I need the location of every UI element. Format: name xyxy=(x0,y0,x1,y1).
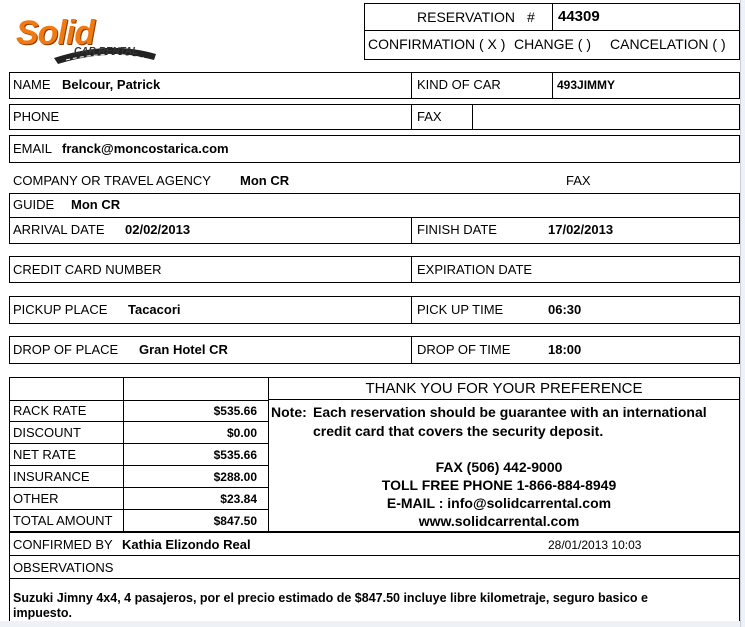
company-value: Mon CR xyxy=(240,173,290,188)
observations-line-2: impuesto. xyxy=(13,606,73,620)
pickup-value: Tacacori xyxy=(128,302,181,317)
company-fax-label: FAX xyxy=(566,173,591,188)
expiration-label: EXPIRATION DATE xyxy=(417,262,533,277)
rate-label-total: TOTAL AMOUNT xyxy=(13,513,113,528)
fax-row-divider xyxy=(472,104,473,130)
observations-divider xyxy=(9,578,740,579)
company-toll-free: TOLL FREE PHONE 1-866-884-8949 xyxy=(381,477,617,493)
rate-value-insurance: $288.00 xyxy=(213,470,257,484)
arrival-value: 02/02/2013 xyxy=(125,222,191,237)
drop-divider xyxy=(411,336,412,364)
phone-row xyxy=(9,104,740,130)
email-value: franck@moncostarica.com xyxy=(62,141,229,156)
rate-label-other: OTHER xyxy=(13,491,59,506)
window-edge xyxy=(740,0,745,627)
rate-value-other: $23.84 xyxy=(220,492,257,506)
rate-value-discount: $0.00 xyxy=(226,426,257,440)
thanks-line xyxy=(268,399,740,400)
company-label: COMPANY OR TRAVEL AGENCY xyxy=(13,173,211,188)
kind-row-divider xyxy=(552,72,553,99)
email-label: EMAIL xyxy=(13,141,53,156)
arrival-divider xyxy=(411,217,412,244)
rate-value-rack: $535.66 xyxy=(213,404,257,418)
reservation-hash: # xyxy=(527,9,535,25)
company-fax: FAX (506) 442-9000 xyxy=(435,459,563,475)
name-value: Belcour, Patrick xyxy=(62,77,161,92)
guide-divider xyxy=(9,217,740,218)
rate-line-1 xyxy=(9,421,268,422)
rate-line-4 xyxy=(9,487,268,488)
rate-value-total: $847.50 xyxy=(213,514,257,528)
company-email: E-MAIL : info@solidcarrental.com xyxy=(386,495,612,511)
pickup-time-value: 06:30 xyxy=(548,302,582,317)
note-label: Note: xyxy=(271,404,307,420)
confirmed-datetime: 28/01/2013 10:03 xyxy=(548,538,642,552)
rate-line-5 xyxy=(9,509,268,510)
rate-label-insurance: INSURANCE xyxy=(13,469,90,484)
arrival-label: ARRIVAL DATE xyxy=(13,222,105,237)
logo-subtitle: CAR RENTAL xyxy=(74,46,139,57)
phone-label: PHONE xyxy=(13,109,60,124)
confirmed-by-value: Kathia Elizondo Real xyxy=(122,537,251,552)
drop-label: DROP OF PLACE xyxy=(13,342,119,357)
rate-label-discount: DISCOUNT xyxy=(13,425,81,440)
confirmed-divider xyxy=(9,555,740,556)
reservation-label: RESERVATION xyxy=(417,9,516,25)
company-website: www.solidcarrental.com xyxy=(418,513,580,529)
guide-label: GUIDE xyxy=(13,197,55,212)
pickup-label: PICKUP PLACE xyxy=(13,302,108,317)
rate-value-net: $535.66 xyxy=(213,448,257,462)
name-row-divider xyxy=(411,72,412,99)
name-label: NAME xyxy=(13,77,51,92)
confirmed-label: CONFIRMED BY xyxy=(13,537,113,552)
kind-label: KIND OF CAR xyxy=(417,77,501,92)
observations-label: OBSERVATIONS xyxy=(13,560,114,575)
pickup-divider xyxy=(411,296,412,324)
rates-header-line xyxy=(9,400,268,401)
finish-label: FINISH DATE xyxy=(417,222,497,237)
rate-line-2 xyxy=(9,443,268,444)
thanks-heading: THANK YOU FOR YOUR PREFERENCE xyxy=(365,380,643,397)
phone-row-divider xyxy=(411,104,412,130)
drop-time-value: 18:00 xyxy=(548,342,582,357)
drop-row xyxy=(9,336,740,364)
change-option: CHANGE ( ) xyxy=(514,36,591,52)
logo-wordmark: Solid xyxy=(16,14,95,52)
reservation-number-divider xyxy=(552,3,553,31)
note-line-2: credit card that covers the security deposit. xyxy=(313,423,604,439)
fax-label: FAX xyxy=(417,109,442,124)
reservation-number: 44309 xyxy=(558,8,600,25)
rate-line-3 xyxy=(9,465,268,466)
rate-label-rack: RACK RATE xyxy=(13,403,87,418)
confirmation-option: CONFIRMATION ( X ) xyxy=(368,36,506,52)
kind-value: 493JIMMY xyxy=(557,78,616,92)
cancelation-option: CANCELATION ( ) xyxy=(610,36,726,52)
finish-value: 17/02/2013 xyxy=(548,222,614,237)
bottom-band xyxy=(0,621,745,627)
drop-value: Gran Hotel CR xyxy=(139,342,228,357)
rate-label-net: NET RATE xyxy=(13,447,77,462)
note-line-1: Each reservation should be guarantee with an international xyxy=(313,404,707,420)
credit-card-label: CREDIT CARD NUMBER xyxy=(13,262,162,277)
credit-card-divider xyxy=(411,256,412,283)
guide-value: Mon CR xyxy=(71,197,121,212)
observations-line-1: Suzuki Jimny 4x4, 4 pasajeros, por el precio estimado de $847.50 incluye libre kilometraje, seguro basico e xyxy=(13,591,648,605)
pickup-row xyxy=(9,296,740,324)
drop-time-label: DROP OF TIME xyxy=(417,342,511,357)
pickup-time-label: PICK UP TIME xyxy=(417,302,504,317)
company-logo xyxy=(14,10,160,68)
